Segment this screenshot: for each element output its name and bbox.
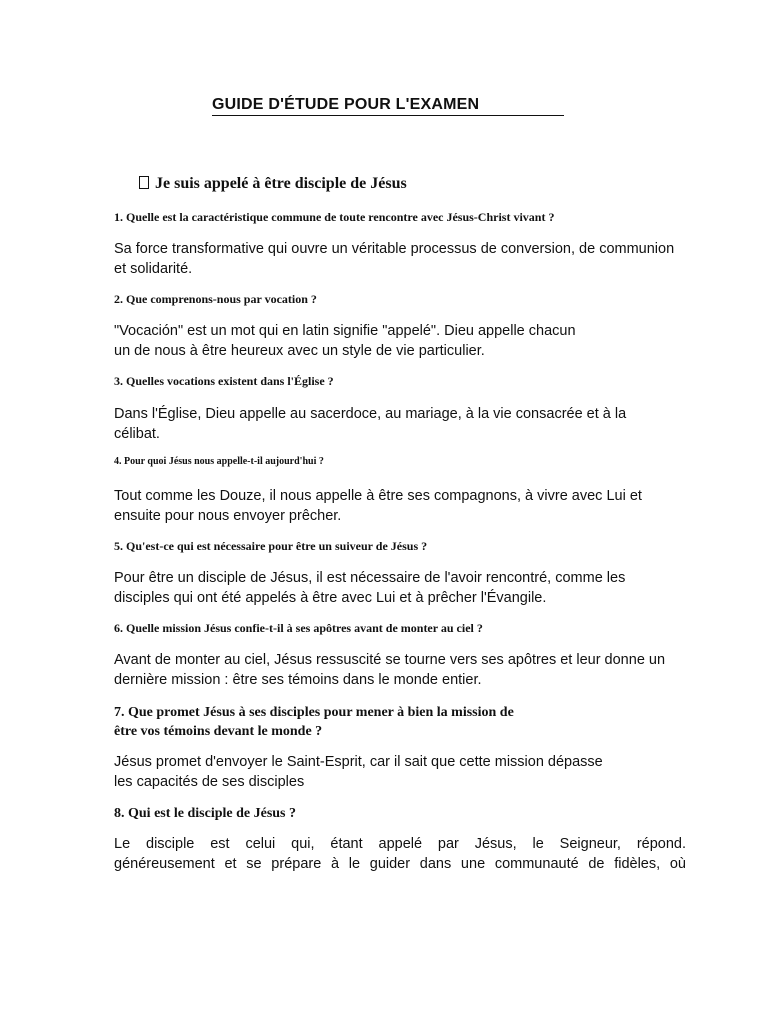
question-2-line-1: 2. Que comprenons-nous par vocation ? xyxy=(114,292,317,306)
answer-2-line-2: un de nous à être heureux avec un style de vie particulier. xyxy=(114,343,485,359)
answer-4 xyxy=(114,486,686,526)
question-5-line-1: 5. Qu'est-ce qui est nécessaire pour être un suiveur de Jésus ? xyxy=(114,539,428,553)
question-5 xyxy=(114,539,427,554)
answer-4-line-1: Tout comme les Douze, il nous appelle à être ses compagnons, à vivre avec Lui et xyxy=(114,488,642,504)
answer-1-line-2: et solidarité. xyxy=(114,261,193,277)
answer-7-line-2: les capacités de ses disciples xyxy=(114,774,305,790)
question-7 xyxy=(114,703,514,741)
section-heading xyxy=(139,175,407,193)
answer-8-line-1: Le disciple est celui qui, étant appelé par Jésus, le Seigneur, répond. xyxy=(114,836,686,852)
question-8 xyxy=(114,804,296,823)
answer-6 xyxy=(114,650,686,690)
question-8-line-1: 8. Qui est le disciple de Jésus ? xyxy=(114,806,297,821)
question-6-line-1: 6. Quelle mission Jésus confie-t-il à ses apôtres avant de monter au ciel ? xyxy=(114,621,483,635)
page-title: GUIDE D'ÉTUDE POUR L'EXAMEN xyxy=(212,96,564,116)
question-4-line-1: 4. Pour quoi Jésus nous appelle-t-il aujourd'hui ? xyxy=(114,456,324,467)
answer-7-line-1: Jésus promet d'envoyer le Saint-Esprit, car il sait que cette mission dépasse xyxy=(114,754,603,770)
question-3-line-1: 3. Quelles vocations existent dans l'Église ? xyxy=(114,374,334,388)
answer-5-line-1: Pour être un disciple de Jésus, il est nécessaire de l'avoir rencontré, comme les xyxy=(114,570,626,586)
question-1 xyxy=(114,210,554,225)
question-1-line-1: 1. Quelle est la caractéristique commune de toute rencontre avec Jésus-Christ vivant ? xyxy=(114,210,555,224)
answer-5-line-2: disciples qui ont été appelés à être avec Lui et à prêcher l'Évangile. xyxy=(114,590,547,606)
answer-3-line-2: célibat. xyxy=(114,426,160,442)
question-7-line-2: être vos témoins devant le monde ? xyxy=(114,724,323,739)
question-3 xyxy=(114,374,334,389)
answer-1-line-1: Sa force transformative qui ouvre un véritable processus de conversion, de communion xyxy=(114,241,675,257)
answer-3 xyxy=(114,404,686,444)
answer-6-line-2: dernière mission : être ses témoins dans le monde entier. xyxy=(114,672,482,688)
question-6 xyxy=(114,621,483,636)
answer-5 xyxy=(114,568,686,608)
answer-8 xyxy=(114,834,686,874)
section-heading-text: Je suis appelé à être disciple de Jésus xyxy=(155,175,407,192)
answer-8-line-2: généreusement et se prépare à le guider dans une communauté de fidèles, où xyxy=(114,856,686,872)
answer-4-line-2: ensuite pour nous envoyer prêcher. xyxy=(114,508,342,524)
question-2 xyxy=(114,292,317,307)
answer-2-line-1: "Vocación" est un mot qui en latin signifie "appelé". Dieu appelle chacun xyxy=(114,323,576,339)
question-7-line-1: 7. Que promet Jésus à ses disciples pour mener à bien la mission de xyxy=(114,705,514,720)
answer-7 xyxy=(114,752,686,792)
answer-6-line-1: Avant de monter au ciel, Jésus ressuscité se tourne vers ses apôtres et leur donne un xyxy=(114,652,666,668)
question-4 xyxy=(114,456,324,467)
answer-1 xyxy=(114,239,686,279)
checkbox-bullet-icon xyxy=(139,176,149,189)
answer-2 xyxy=(114,321,686,361)
answer-3-line-1: Dans l'Église, Dieu appelle au sacerdoce, au mariage, à la vie consacrée et à la xyxy=(114,406,627,422)
